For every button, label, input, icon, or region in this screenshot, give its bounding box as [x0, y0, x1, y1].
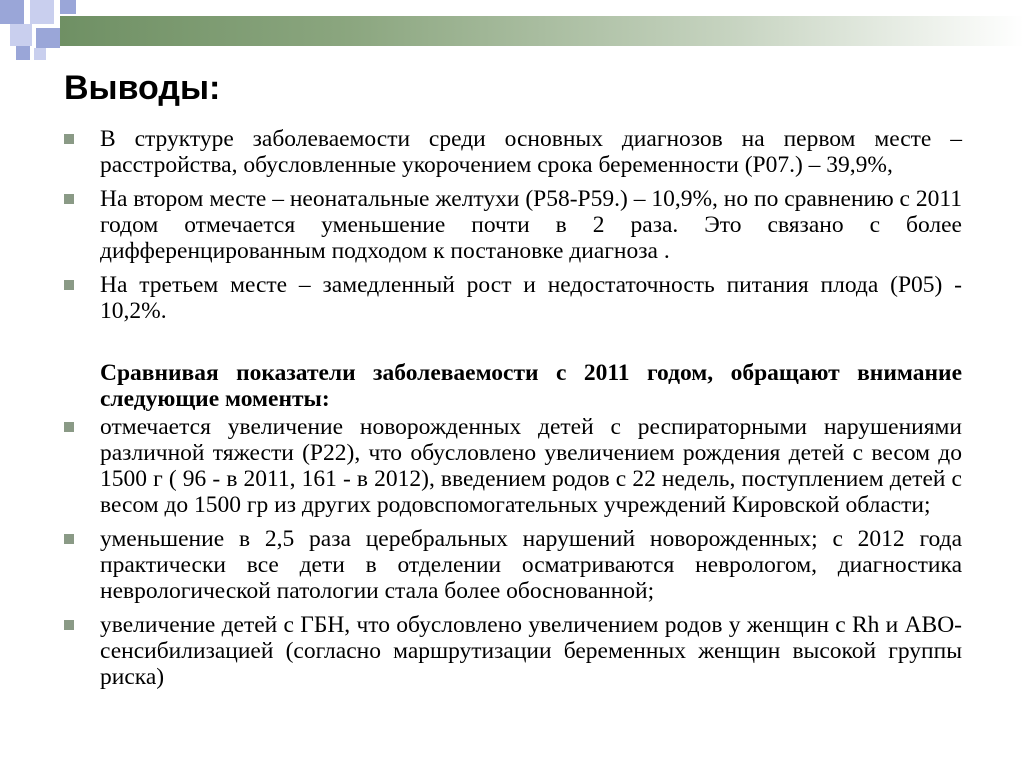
slide-content	[64, 126, 962, 698]
bullet-text: В структуре заболеваемости среди основных диагнозов на первом месте – расстройства, обусловленные укорочением срока беременности (Р07.) – 39,9%,	[100, 126, 962, 178]
bullet-marker	[64, 194, 74, 204]
bullet-marker	[64, 280, 74, 290]
bullet-text: На втором месте – неонатальные желтухи (Р58-Р59.) – 10,9%, но по сравнению с 2011 годом отмечается уменьшение почти в 2 раза. Это связано с более дифференцированным подходом к постановке диагноза .	[100, 186, 962, 264]
deco-square	[36, 28, 60, 48]
bullet-marker	[64, 534, 74, 544]
bullet-text: уменьшение в 2,5 раза церебральных нарушений новорожденных; с 2012 года практически все дети в отделении осматриваются неврологом, диагностика неврологической патологии стала более обоснованной;	[100, 526, 962, 604]
slide-title: Выводы:	[64, 69, 221, 107]
bullet-item	[64, 414, 962, 518]
bullet-text: На третьем месте – замедленный рост и недостаточность питания плода (Р05) - 10,2%.	[100, 272, 962, 324]
bullet-item	[64, 186, 962, 264]
deco-square	[30, 0, 54, 24]
bullet-item	[64, 272, 962, 324]
bullet-text: отмечается увеличение новорожденных детей с респираторными нарушениями различной тяжести (Р22), что обусловлено увеличением рождения детей с весом до 1500 г ( 96 - в 2011, 161 - в 2012), введением родов с 22 недель, поступлением детей с весом до 1500 гр из других родовспомогательных учреждений Кировской области;	[100, 414, 962, 518]
deco-square	[10, 24, 32, 46]
bullet-item	[64, 612, 962, 690]
bullet-item	[64, 126, 962, 178]
bullet-marker	[64, 422, 74, 432]
bullet-text: увеличение детей с ГБН, что обусловлено увеличением родов у женщин с Rh и АВО-сенсибилизацией (согласно маршрутизации беременных женщин высокой группы риска)	[100, 612, 962, 690]
deco-square	[60, 0, 76, 14]
deco-square	[34, 48, 46, 60]
header-gradient-bar	[60, 16, 1024, 46]
bullet-marker	[64, 134, 74, 144]
bullet-marker	[64, 620, 74, 630]
deco-square	[16, 46, 30, 60]
deco-square	[0, 0, 24, 24]
lead-paragraph: Сравнивая показатели заболеваемости с 2011 годом, обращают внимание следующие моменты:	[100, 360, 962, 412]
bullet-item	[64, 526, 962, 604]
